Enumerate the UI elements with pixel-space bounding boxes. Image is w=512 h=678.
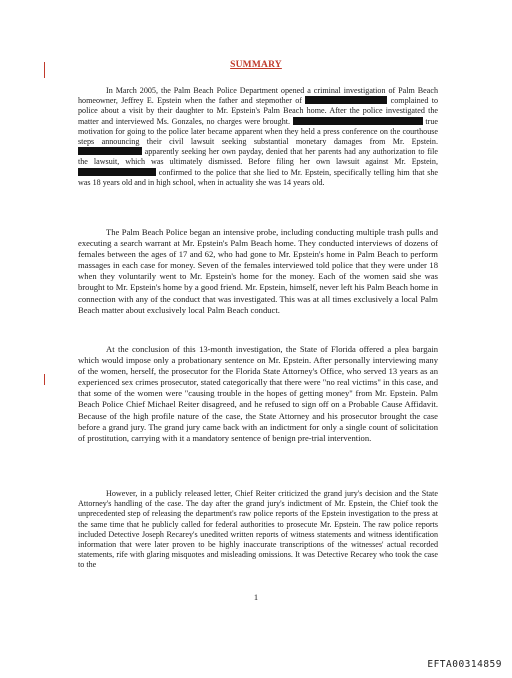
redaction-bar — [78, 147, 142, 155]
summary-heading: SUMMARY — [230, 60, 282, 70]
paragraph-1-text-4: apparently seeking her own payday, denied that her parents had any authorization to file the lawsuit, which was ultimately dismissed. Before filing her own lawsuit against Mr. Epstein, — [78, 147, 438, 167]
redaction-bar — [305, 96, 387, 104]
paragraph-3: At the conclusion of this 13-month investigation, the State of Florida offered a plea bargain which would impose only a probationary sentence on Mr. Epstein. After personally interviewing many of the women, herself, the prosecutor for the Florida State Attorney's Office, who served 13 years as an experienced sex crimes prosecutor, stated categorically that there were "no real victims" in this case, and that some of the women were "causing trouble in the hopes of getting money" from Mr. Epstein. Palm Beach Police Chief Michael Reiter disagreed, and he refused to sign off on a Probable Cause Affidavit. Because of the high profile nature of the case, the State Attorney and his prosecutor brought the case before a grand jury. The grand jury came back with an indictment for only a single count of solicitation of prostitution, carrying with it a mandatory sentence of benign pre-trial intervention. — [78, 344, 438, 443]
bates-number: EFTA00314859 — [427, 659, 502, 670]
page-number: 1 — [253, 592, 259, 602]
margin-mark-middle — [44, 374, 45, 385]
paragraph-1-text-2: complained to police about a visit by their daughter to Mr. Epstein's Palm Beach home. After the police investigated the matter and interviewed Ms. Gonzales, no charges were brought. — [78, 96, 439, 126]
paragraph-4: However, in a publicly released letter, Chief Reiter criticized the grand jury's decision and the State Attorney's handling of the case. The day after the grand jury's indictment of Mr. Epstein, the Chief took the unprecedented step of releasing the department's raw police reports of the Epstein investigation to the press at the same time that he publicly called for federal authorities to prosecute Mr. Epstein. The raw police reports included Detective Joseph Recarey's unedited written reports of witness statements and witness identification information that were later proven to be highly inaccurate transcriptions of the witnesses' actual recorded statements, rife with glaring misquotes and misleading omissions. It was Detective Recarey who took the case to the — [78, 489, 438, 570]
paragraph-1-text-5: confirmed to the police that she lied to Mr. Epstein, specifically telling him that she was 18 years old and in high school, when in actuality she was 14 years old. — [78, 167, 438, 187]
paragraph-1 — [78, 86, 438, 188]
paragraph-1-text-1: In March 2005, the Palm Beach Police Department opened a criminal investigation of Palm Beach homeowner, Jeffrey E. Epstein when the father and stepmother of — [78, 86, 438, 106]
paragraph-1-text-3: true motivation for going to the police later became apparent when they held a press conference on the courthouse steps announcing their civil lawsuit seeking substantial monetary damages from Mr. Epstein. — [78, 116, 438, 147]
paragraph-2: The Palm Beach Police began an intensive probe, including conducting multiple trash pulls and executing a search warrant at Mr. Epstein's Palm Beach home. They conducted interviews of dozens of females between the ages of 17 and 62, who had gone to Mr. Epstein's home in Palm Beach to perform massages in each case for money. Seven of the females interviewed told police that they were under 18 when they voluntarily went to Mr. Epstein's home for the money. Each of the women said she was brought to Mr. Epstein's home by a good friend. Mr. Epstein, himself, never left his Palm Beach home in connection with any of the conduct that was investigated. This was at all times exclusively a local Palm Beach matter about exclusively local Palm Beach conduct. — [78, 227, 438, 315]
redaction-bar — [293, 117, 423, 125]
redaction-bar — [78, 168, 156, 176]
